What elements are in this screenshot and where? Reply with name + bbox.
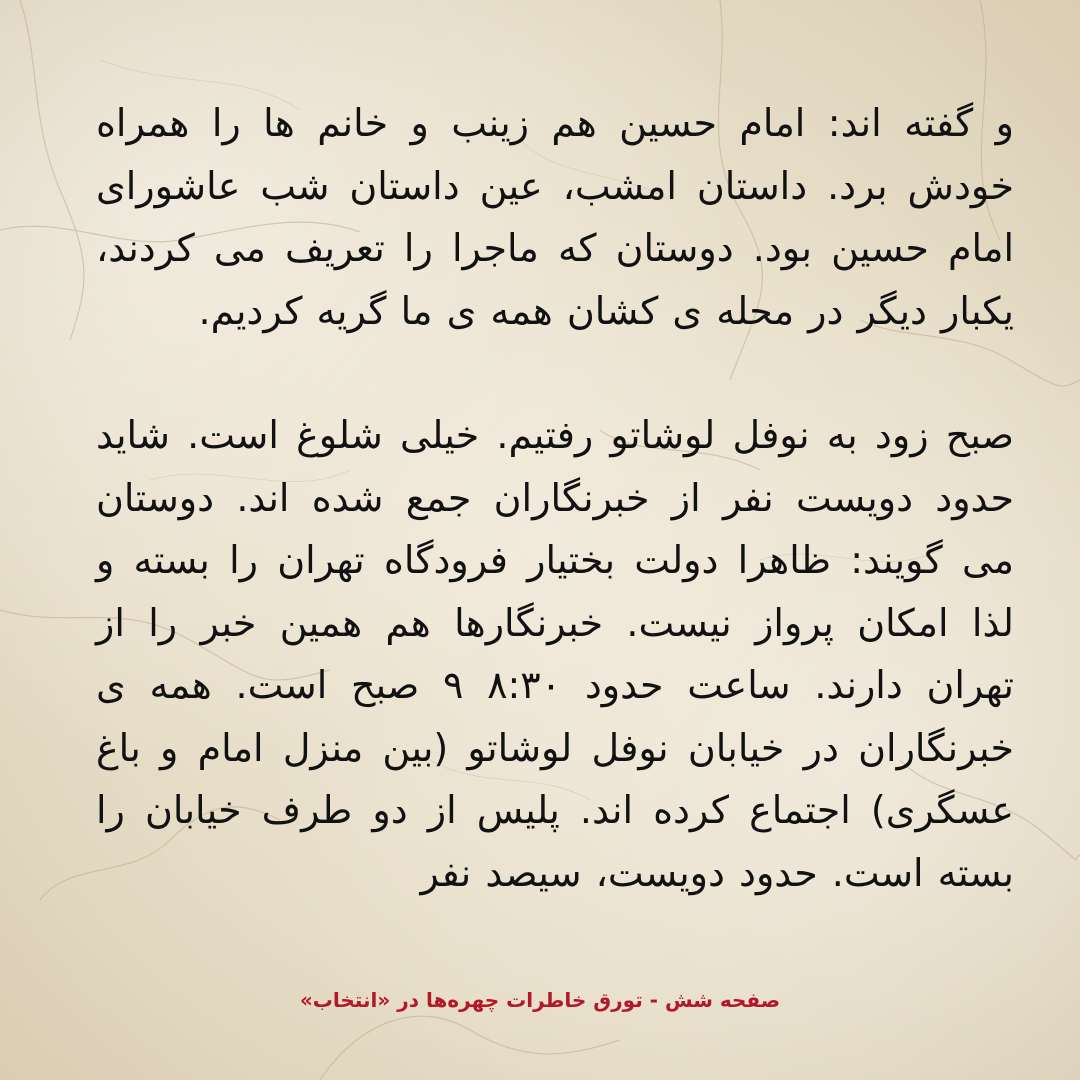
document-body xyxy=(96,92,1014,1040)
paragraph-1: و گفته اند: امام حسین هم زینب و خانم ها را همراه خودش برد. داستان امشب، عین داستان شب عاشورای امام حسین بود. دوستان که ماجرا را تعریف می کردند، یکبار دیگر در محله ی کشان همه ی ما گریه کردیم. xyxy=(96,101,1014,333)
paragraph-2: صبح زود به نوفل لوشاتو رفتیم. خیلی شلوغ است. شاید حدود دویست نفر از خبرنگاران جمع شده اند. دوستان می گویند: ظاهرا دولت بختیار فرودگاه تهران را بسته و لذا امکان پرواز نیست. خبرنگارها هم همین خبر را از تهران دارند. ساعت حدود ۸:۳۰ ۹ صبح است. همه ی خبرنگاران در خیابان نوفل لوشاتو (بین منزل امام و باغ عسگری) اجتماع کرده اند. پلیس از دو طرف خیابان را بسته است. حدود دویست، سیصد نفر xyxy=(96,413,1014,895)
page-footer: صفحه شش - تورق خاطرات چهره‌ها در «انتخاب» xyxy=(299,988,781,1012)
